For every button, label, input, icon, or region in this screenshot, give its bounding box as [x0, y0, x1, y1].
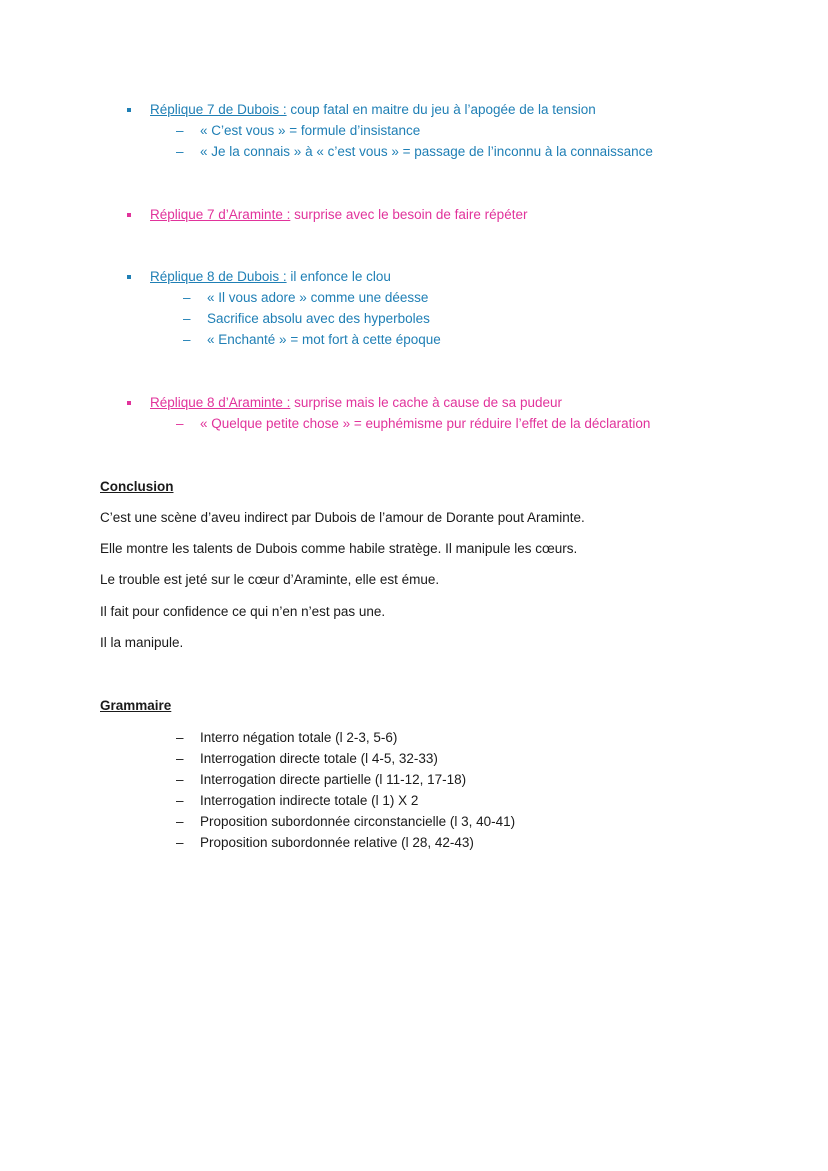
- dash: –: [176, 144, 184, 159]
- dash: –: [176, 416, 184, 431]
- reply-label: Réplique 8 de Dubois :: [150, 269, 287, 284]
- grammaire-item: Interro négation totale (l 2-3, 5-6): [200, 730, 398, 745]
- bullet-square: [127, 275, 131, 279]
- reply-sub-item: « Il vous adore » comme une déesse: [207, 290, 429, 305]
- grammaire-item: Interrogation directe totale (l 4-5, 32-33): [200, 751, 438, 766]
- reply-label: Réplique 8 d’Araminte :: [150, 395, 291, 410]
- conclusion-line: Elle montre les talents de Dubois comme habile stratège. Il manipule les cœurs.: [100, 541, 578, 556]
- conclusion-line: Il la manipule.: [100, 635, 184, 650]
- grammaire-item: Interrogation indirecte totale (l 1) X 2: [200, 793, 419, 808]
- dash: –: [183, 311, 191, 326]
- reply-line: [150, 268, 391, 286]
- reply-text: surprise mais le cache à cause de sa pudeur: [290, 395, 562, 410]
- conclusion-heading: Conclusion: [100, 479, 174, 494]
- grammaire-item: Proposition subordonnée circonstancielle (l 3, 40-41): [200, 814, 516, 829]
- reply-sub-item: « Quelque petite chose » = euphémisme pur réduire l’effet de la déclaration: [200, 416, 651, 431]
- dash: –: [176, 835, 184, 850]
- reply-text: surprise avec le besoin de faire répéter: [290, 207, 528, 222]
- bullet-square: [127, 401, 131, 405]
- dash: –: [183, 332, 191, 347]
- dash: –: [176, 814, 184, 829]
- dash: –: [176, 793, 184, 808]
- reply-sub-item: « C’est vous » = formule d’insistance: [200, 123, 421, 138]
- conclusion-line: C’est une scène d’aveu indirect par Dubois de l’amour de Dorante pout Araminte.: [100, 510, 585, 525]
- dash: –: [176, 730, 184, 745]
- reply-sub-item: « Enchanté » = mot fort à cette époque: [207, 332, 441, 347]
- dash: –: [183, 290, 191, 305]
- reply-line: [150, 101, 596, 119]
- conclusion-line: Le trouble est jeté sur le cœur d’Araminte, elle est émue.: [100, 572, 440, 587]
- reply-line: [150, 206, 527, 224]
- reply-sub-item: Sacrifice absolu avec des hyperboles: [207, 311, 430, 326]
- grammaire-item: Interrogation directe partielle (l 11-12, 17-18): [200, 772, 467, 787]
- grammaire-heading: Grammaire: [100, 698, 172, 713]
- bullet-square: [127, 213, 131, 217]
- reply-text: coup fatal en maitre du jeu à l’apogée de la tension: [286, 102, 596, 117]
- reply-sub-item: « Je la connais » à « c’est vous » = passage de l’inconnu à la connaissance: [200, 144, 653, 159]
- dash: –: [176, 772, 184, 787]
- dash: –: [176, 751, 184, 766]
- grammaire-item: Proposition subordonnée relative (l 28, 42-43): [200, 835, 474, 850]
- reply-label: Réplique 7 de Dubois :: [150, 102, 287, 117]
- reply-label: Réplique 7 d’Araminte :: [150, 207, 291, 222]
- reply-text: il enfonce le clou: [286, 269, 391, 284]
- conclusion-line: Il fait pour confidence ce qui n’en n’est pas une.: [100, 604, 386, 619]
- reply-line: [150, 394, 562, 412]
- bullet-square: [127, 108, 131, 112]
- dash: –: [176, 123, 184, 138]
